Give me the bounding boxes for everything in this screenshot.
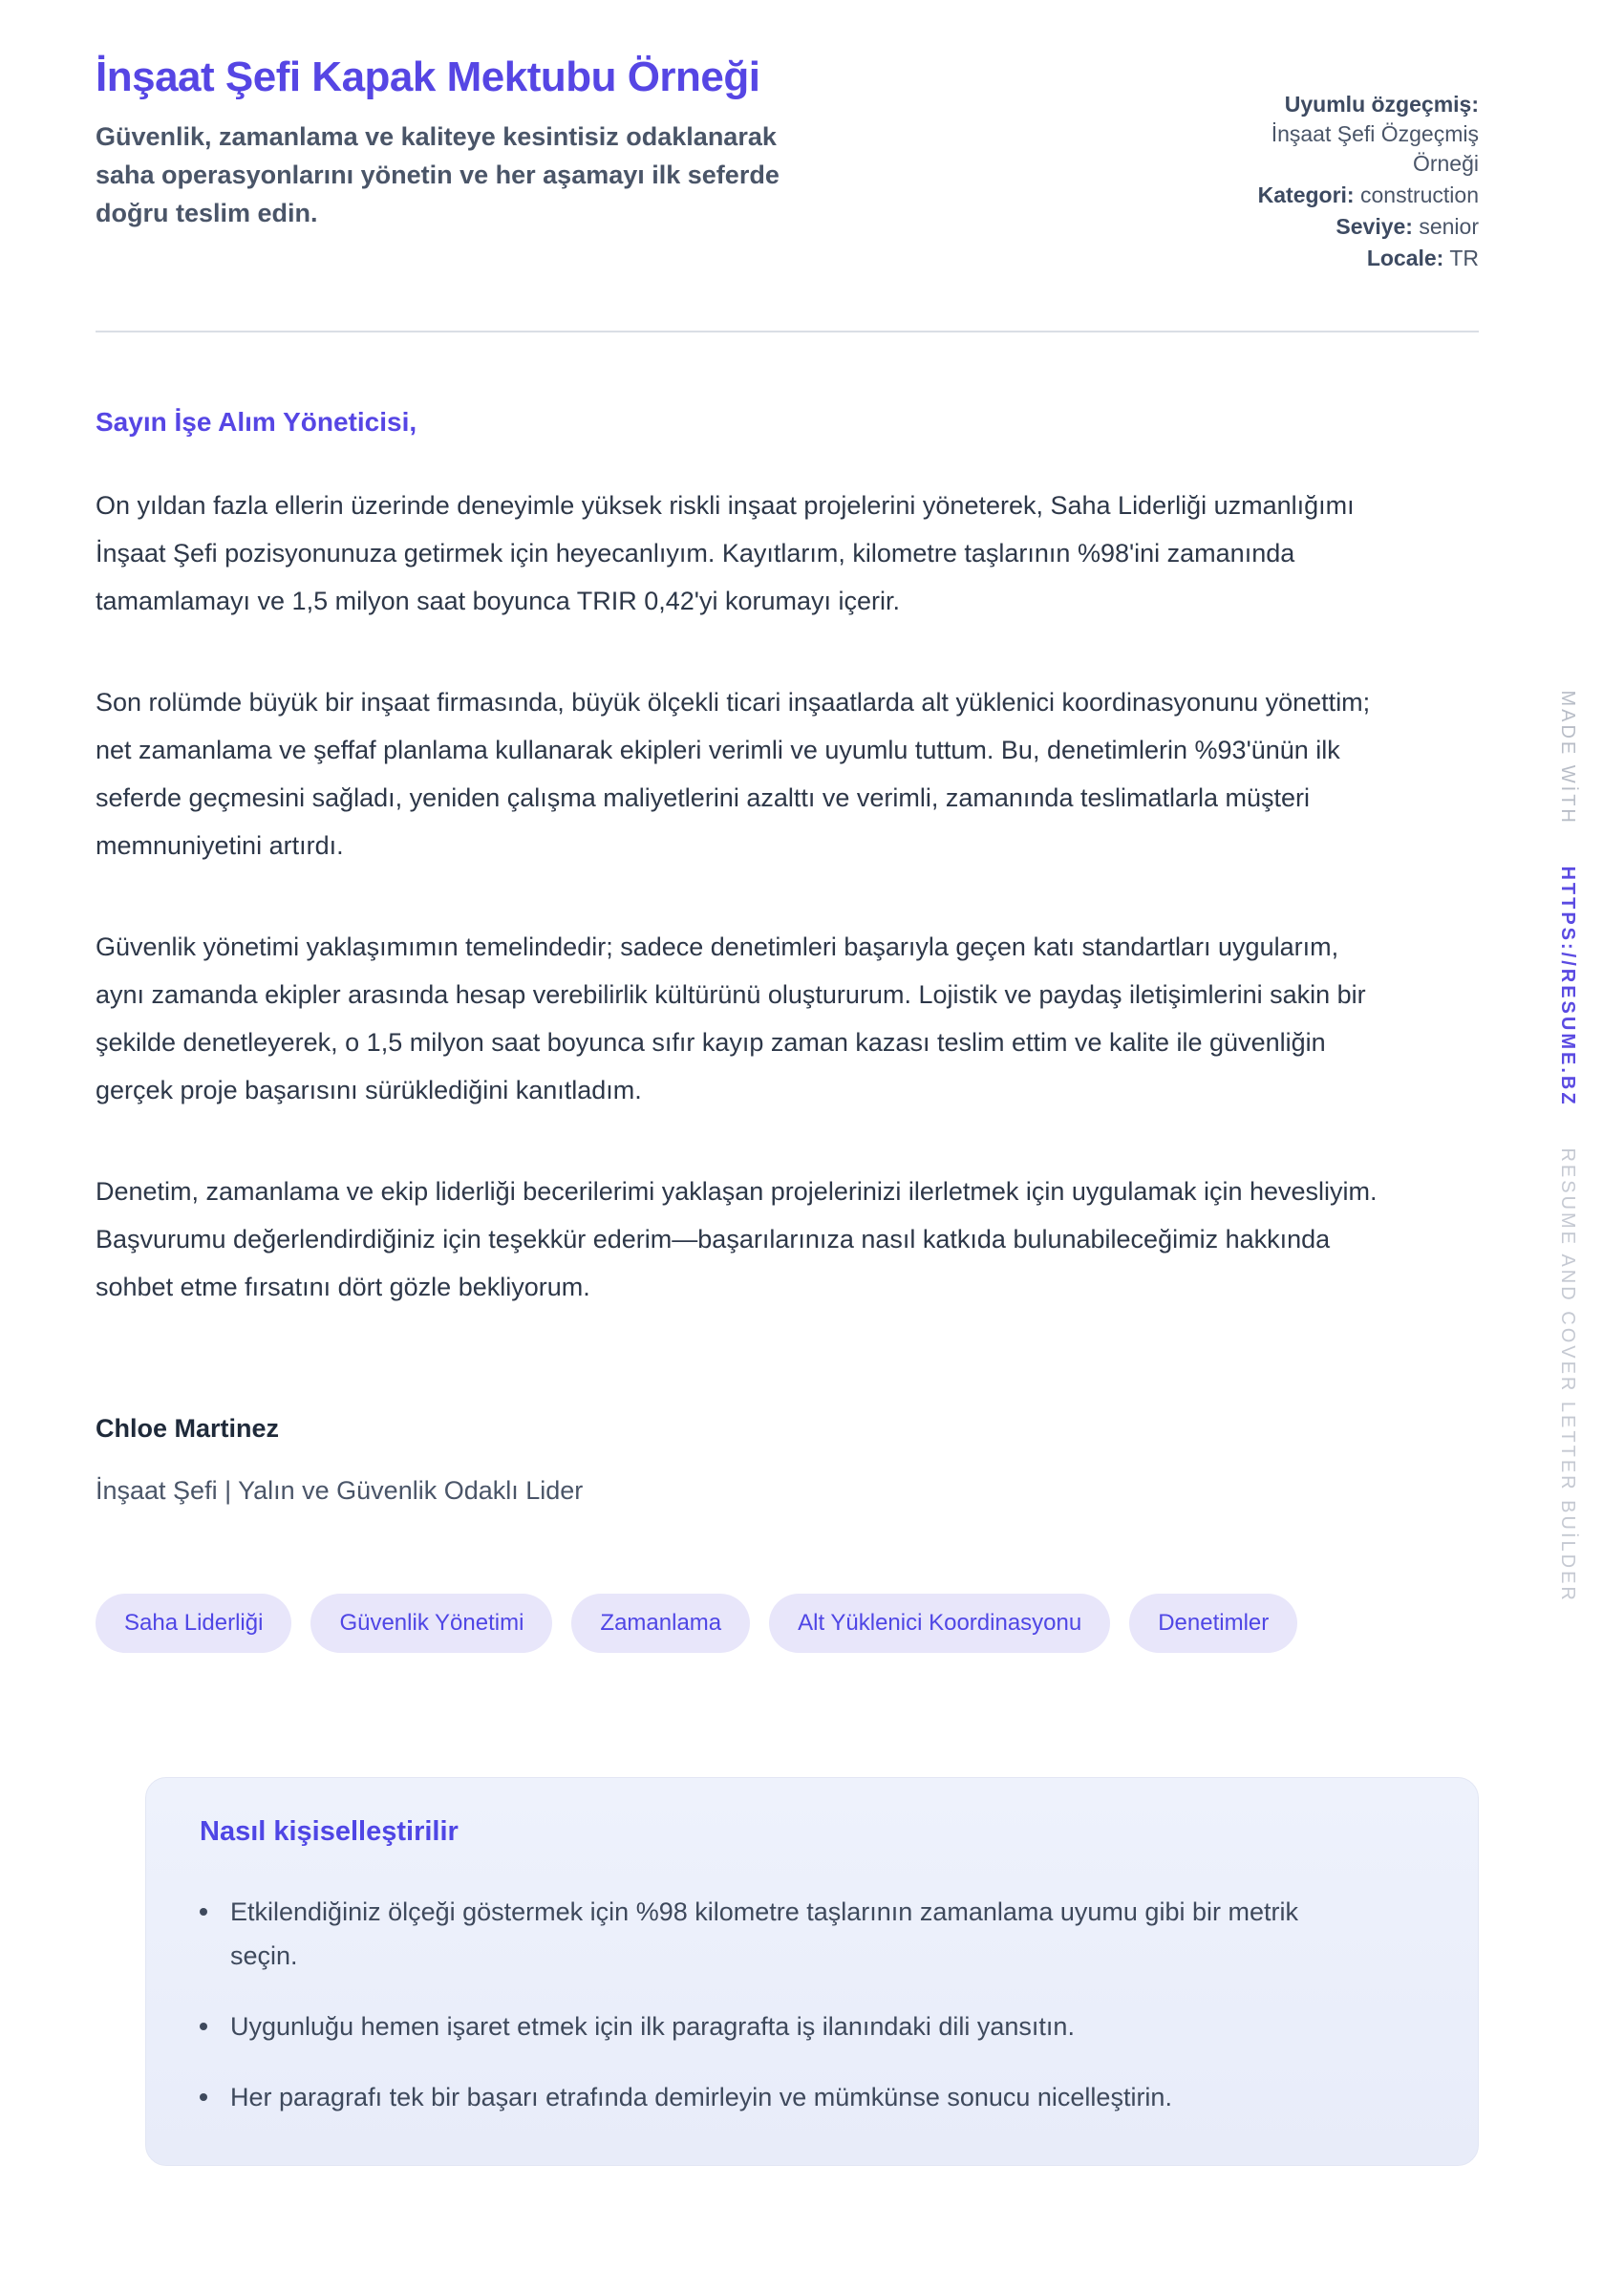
tip-text: Etkilendiğiniz ölçeği göstermek için %98 kilometre taşlarının zamanlama uyumu gibi bir metrik seçin. bbox=[230, 1897, 1298, 1970]
bullet-icon bbox=[200, 2023, 207, 2030]
bullet-icon bbox=[200, 2093, 207, 2101]
letter-paragraph: Son rolümde büyük bir inşaat firmasında, büyük ölçekli ticari inşaatlarda alt yüklenici koordinasyonunu yönettim; net zamanlama ve şeffaf planlama kullanarak ekipleri verimli ve uyumlu tuttum. Bu, denetimlerin %93'ünün ilk seferde geçmesini sağladı, yeniden çalışma maliyetlerini azalttı ve verimli, zamanında teslimatlarla müşteri memnuniyetini artırdı. bbox=[96, 688, 1371, 860]
signature-name: Chloe Martinez bbox=[96, 1414, 280, 1443]
header-titles bbox=[96, 54, 802, 232]
cover-letter-page bbox=[96, 0, 1479, 2166]
tag-guvenlik-yonetimi[interactable]: Güvenlik Yönetimi bbox=[310, 1594, 552, 1653]
meta-category bbox=[1254, 181, 1479, 210]
header-divider bbox=[96, 331, 1479, 332]
meta-level-label: Seviye: bbox=[1336, 214, 1413, 239]
tip-item bbox=[200, 2075, 1424, 2119]
tips-box bbox=[145, 1777, 1479, 2166]
tag-denetimler[interactable]: Denetimler bbox=[1129, 1594, 1297, 1653]
tag-zamanlama[interactable]: Zamanlama bbox=[571, 1594, 750, 1653]
meta-matching-resume-label: Uyumlu özgeçmiş: bbox=[1284, 92, 1479, 117]
signature-block bbox=[96, 1414, 1479, 1506]
meta-locale-label: Locale: bbox=[1366, 246, 1444, 270]
watermark-tagline: RESUME AND COVER LETTER BUİLDER bbox=[1557, 1147, 1578, 1603]
meta-matching-resume-value: İnşaat Şefi Özgeçmiş Örneği bbox=[1271, 121, 1479, 176]
meta-category-label: Kategori: bbox=[1257, 182, 1355, 207]
letter-greeting: Sayın İşe Alım Yöneticisi, bbox=[96, 407, 417, 437]
tips-heading: Nasıl kişiselleştirilir bbox=[200, 1816, 459, 1847]
meta-category-value: construction bbox=[1359, 182, 1479, 207]
letter-paragraph: Denetim, zamanlama ve ekip liderliği becerilerimi yaklaşan projelerinizi ilerletmek için uygulamak için hevesliyim. Başvurumu değerlendirdiğiniz için teşekkür ederim—başarılarınıza nasıl katkıda bulunabileceğimiz hakkında sohbet etme fırsatını dört gözle bekliyorum. bbox=[96, 1177, 1378, 1301]
meta-level bbox=[1254, 212, 1479, 242]
header bbox=[96, 54, 1479, 275]
meta-matching-resume bbox=[1254, 90, 1479, 179]
tip-item bbox=[200, 1890, 1424, 1978]
meta-panel bbox=[1254, 54, 1479, 275]
page-subtitle: Güvenlik, zamanlama ve kaliteye kesintisiz odaklanarak saha operasyonlarını yönetin ve her aşamayı ilk seferde doğru teslim edin. bbox=[96, 121, 780, 227]
tip-item bbox=[200, 2004, 1424, 2048]
watermark bbox=[1556, 690, 1578, 1602]
letter-paragraph: On yıldan fazla ellerin üzerinde deneyimle yüksek riskli inşaat projelerini yöneterek, Saha Liderliği uzmanlığımı İnşaat Şefi pozisyonunuza getirmek için heyecanlıyım. Kayıtlarım, kilometre taşlarının %98'ini zamanında tamamlamayı ve 1,5 milyon saat boyunca TRIR 0,42'yi korumayı içerir. bbox=[96, 491, 1355, 615]
meta-locale-value: TR bbox=[1449, 246, 1479, 270]
signature-role: İnşaat Şefi | Yalın ve Güvenlik Odaklı Lider bbox=[96, 1476, 584, 1505]
tag-saha-liderligi[interactable]: Saha Liderliği bbox=[96, 1594, 291, 1653]
letter-body bbox=[96, 407, 1479, 1506]
tip-text: Uygunluğu hemen işaret etmek için ilk paragrafta iş ilanındaki dili yansıtın. bbox=[230, 2012, 1075, 2041]
meta-locale bbox=[1254, 244, 1479, 273]
meta-level-value: senior bbox=[1419, 214, 1479, 239]
bullet-icon bbox=[200, 1908, 207, 1916]
skill-tags bbox=[96, 1594, 1479, 1653]
tip-text: Her paragrafı tek bir başarı etrafında demirleyin ve mümkünse sonucu nicelleştirin. bbox=[230, 2083, 1172, 2111]
watermark-made-with: MADE WİTH bbox=[1557, 690, 1578, 825]
watermark-site-link[interactable]: HTTPS://RESUME.BZ bbox=[1557, 866, 1578, 1107]
tag-alt-yuklenici-koordinasyonu[interactable]: Alt Yüklenici Koordinasyonu bbox=[769, 1594, 1110, 1653]
letter-paragraph: Güvenlik yönetimi yaklaşımımın temelindedir; sadece denetimleri başarıyla geçen katı standartları uygularım, aynı zamanda ekipler arasında hesap verebilirlik kültürünü oluştururum. Lojistik ve paydaş iletişimlerini sakin bir şekilde denetleyerek, o 1,5 milyon saat boyunca sıfır kayıp zaman kazası teslim ettim ve kalite ile güvenliğin gerçek proje başarısını sürüklediğini kanıtladım. bbox=[96, 932, 1366, 1104]
page-title: İnşaat Şefi Kapak Mektubu Örneği bbox=[96, 54, 760, 100]
